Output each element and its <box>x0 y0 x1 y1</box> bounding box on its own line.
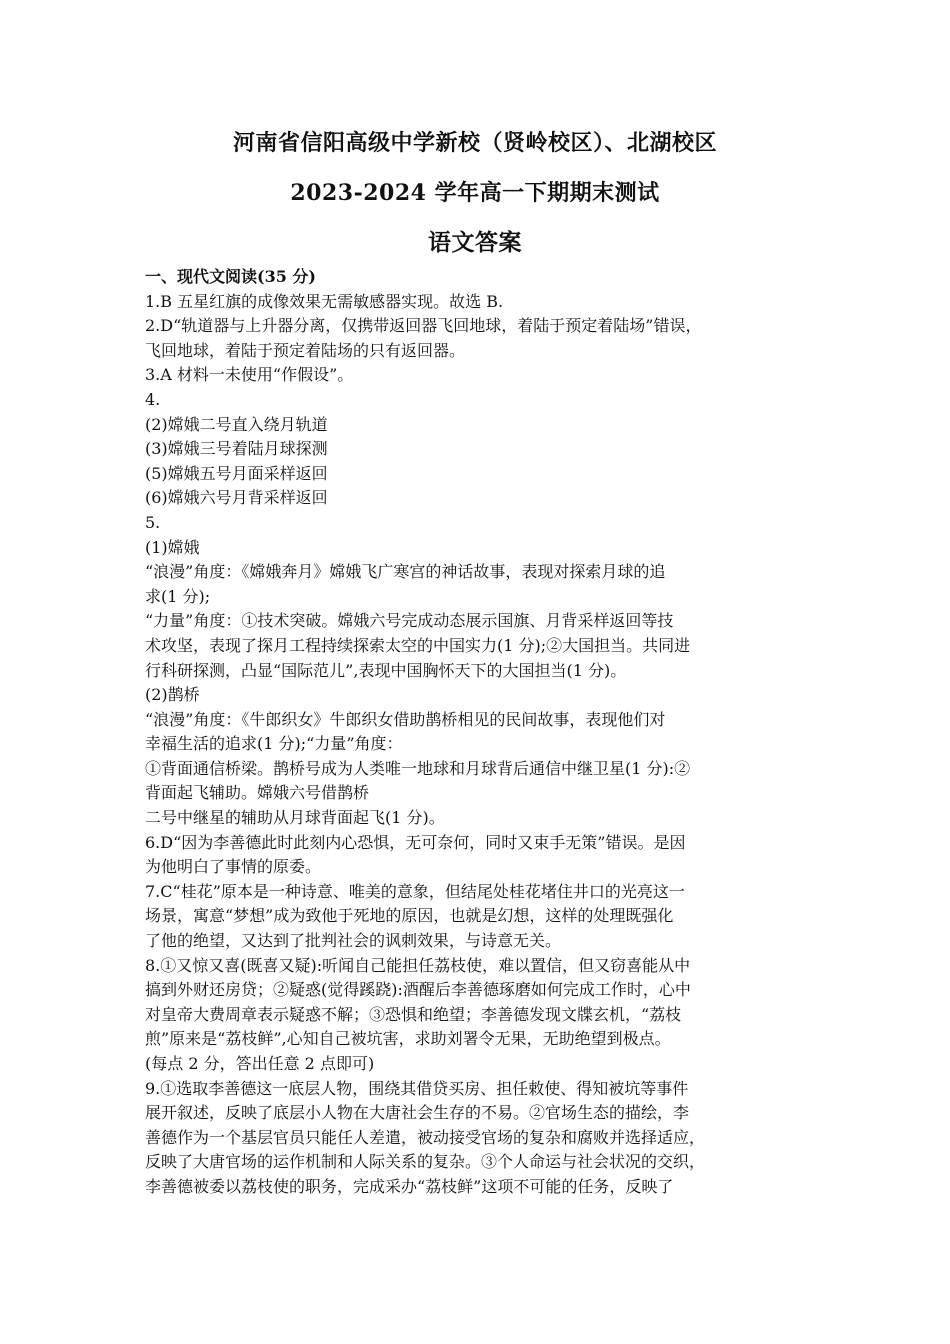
answer-line: 场景，寓意“梦想”成为致他于死地的原因，也就是幻想，这样的处理既强化 <box>145 906 674 926</box>
answer-line: 4. <box>145 389 161 409</box>
answer-line: 8.①又惊又喜(既喜又疑):听闻自己能担任荔枝使，难以置信，但又窃喜能从中 <box>145 955 691 975</box>
answer-line: 7.C“桂花”原本是一种诗意、唯美的意象，但结尾处桂花堵住井口的光亮这一 <box>145 881 685 901</box>
section-heading: 一、现代文阅读(35 分) <box>145 267 316 286</box>
answer-line: (每点 2 分，答出任意 2 点即可) <box>145 1054 375 1073</box>
answer-line: (6)嫦娥六号月背采样返回 <box>145 488 328 508</box>
document-title-subject: 语文答案 <box>428 229 522 256</box>
answer-line: 背面起飞辅助。嫦娥六号借鹊桥 <box>145 783 370 803</box>
answer-line: 9.①选取李善德这一底层人物，围绕其借贷买房、担任敕使、得知被坑等事件 <box>145 1078 689 1098</box>
answer-line: 搞到外财还房贷；②疑惑(觉得蹊跷):酒醒后李善德琢磨如何完成工作时，心中 <box>145 980 691 1000</box>
answer-body <box>145 265 815 1200</box>
answer-line: 2.D“轨道器与上升器分离，仅携带返回器飞回地球，着陆于预定着陆场”错误， <box>145 316 702 336</box>
answer-line: 李善德被委以荔枝使的职务，完成采办“荔枝鲜”这项不可能的任务，反映了 <box>145 1176 674 1196</box>
answer-line: “浪漫”角度：《嫦娥奔月》嫦娥飞广寒宫的神话故事，表现对探索月球的追 <box>145 562 666 582</box>
answer-line: 对皇帝大费周章表示疑惑不解；③恐惧和绝望；李善德发现文牒玄机，“荔枝 <box>145 1004 682 1024</box>
answer-line: 5. <box>145 512 161 532</box>
answer-line: 煎”原来是“荔枝鲜”,心知自己被坑害，求助刘署令无果，无助绝望到极点。 <box>145 1029 671 1049</box>
answer-line: 行科研探测，凸显“国际范儿”,表现中国胸怀天下的大国担当(1 分)。 <box>145 660 627 680</box>
answer-line: (1)嫦娥 <box>145 537 200 557</box>
answer-line: 展开叙述，反映了底层小人物在大唐社会生存的不易。②官场生态的描绘，李 <box>145 1103 690 1123</box>
answer-line: 二号中继星的辅助从月球背面起飞(1 分)。 <box>145 808 445 828</box>
document-title-exam: 2023-2024 学年高一下期期末测试 <box>290 180 660 206</box>
answer-line: 为他明白了事情的原委。 <box>145 857 322 877</box>
answer-line: 术攻坚，表现了探月工程持续探索太空的中国实力(1 分);②大国担当。共同进 <box>145 635 691 655</box>
document-title-school: 河南省信阳高级中学新校（贤岭校区）、北湖校区 <box>232 130 717 156</box>
answer-line: ①背面通信桥梁。鹊桥号成为人类唯一地球和月球背后通信中继卫星(1 分):② <box>145 758 691 778</box>
answer-line: 飞回地球，着陆于预定着陆场的只有返回器。 <box>145 340 466 360</box>
answer-line: 了他的绝望，又达到了批判社会的讽刺效果，与诗意无关。 <box>145 931 562 951</box>
answer-line: 求(1 分); <box>145 586 211 606</box>
answer-line: (2)鹊桥 <box>145 685 200 705</box>
answer-line: 3.A 材料一未使用“作假设”。 <box>145 365 354 385</box>
answer-line: 善德作为一个基层官员只能任人差遣，被动接受官场的复杂和腐败并选择适应， <box>145 1127 706 1147</box>
answer-line: “力量”角度：①技术突破。嫦娥六号完成动态展示国旗、月背采样返回等技 <box>145 611 674 631</box>
answer-line: (2)嫦娥二号直入绕月轨道 <box>145 414 328 434</box>
answer-line: 6.D“因为李善德此时此刻内心恐惧，无可奈何，同时又束手无策”错误。是因 <box>145 832 686 852</box>
answer-line: 反映了大唐官场的运作机制和人际关系的复杂。③个人命运与社会状况的交织， <box>145 1152 706 1172</box>
answer-line: 幸福生活的追求(1 分);“力量”角度： <box>145 734 403 754</box>
answer-line: 1.B 五星红旗的成像效果无需敏感器实现。故选 B. <box>145 291 504 311</box>
answer-line: (3)嫦娥三号着陆月球探测 <box>145 439 328 459</box>
answer-line: “浪漫”角度：《牛郎织女》牛郎织女借助鹊桥相见的民间故事，表现他们对 <box>145 709 666 729</box>
answer-line: (5)嫦娥五号月面采样返回 <box>145 463 328 483</box>
